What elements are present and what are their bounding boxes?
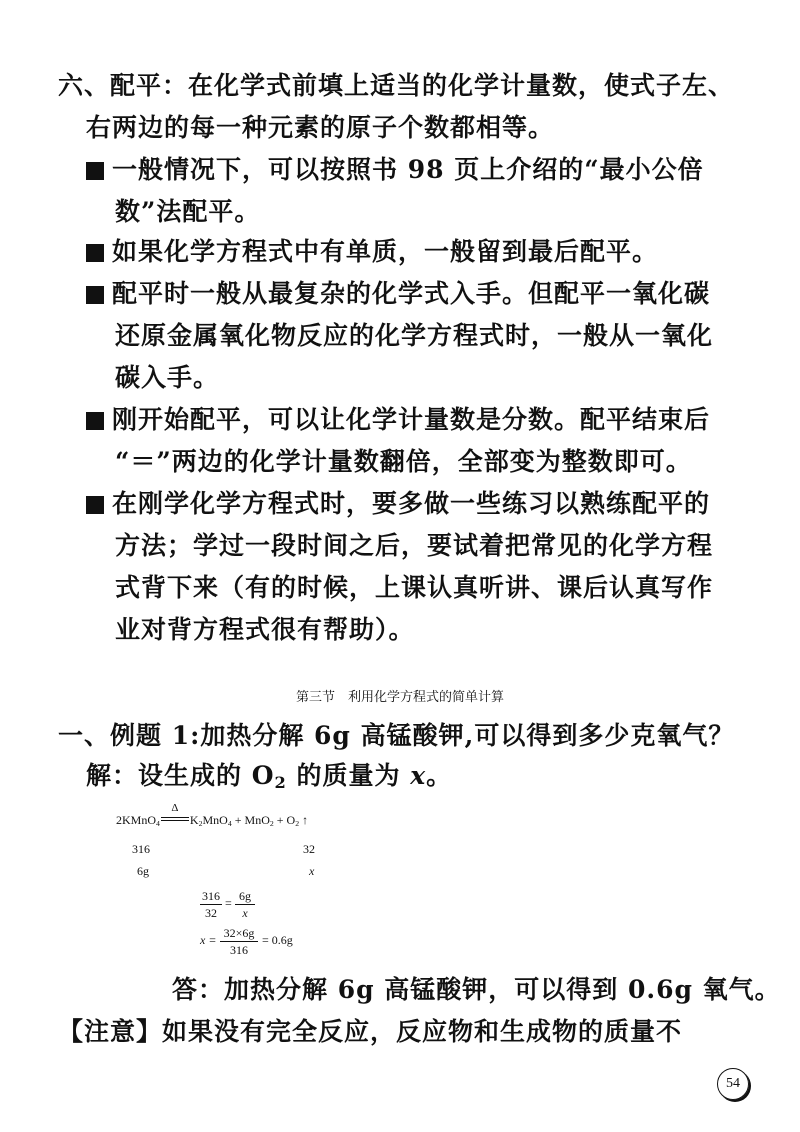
molar-mass-kmno4: 316 xyxy=(132,842,150,856)
page-number: 54 xyxy=(717,1068,749,1100)
solution-setup xyxy=(86,752,452,807)
bullet-text: 配平时一般从最复杂的化学式入手。但配平一氧化碳 xyxy=(112,279,711,308)
eq-product2: + MnO xyxy=(231,813,270,827)
eq-condition-arrow xyxy=(160,802,190,828)
bullet-text-continued: 式背下来（有的时候，上课认真听讲、课后认真写作 xyxy=(115,573,714,602)
square-bullet-icon xyxy=(86,286,104,304)
section-heading: 六、配平：在化学式前填上适当的化学计量数，使式子左、 xyxy=(58,71,735,100)
ratio-left-num: 316 xyxy=(202,889,220,903)
bullet-text-continued: 还原金属氧化物反应的化学方程式时，一般从一氧化 xyxy=(115,321,714,350)
ratio-right-fraction xyxy=(235,888,255,921)
eq-product1-sub2: 4 xyxy=(227,818,232,828)
bullet-item xyxy=(86,396,710,444)
solve-num: 32×6g xyxy=(223,926,255,940)
solve-rhs: = 0.6g xyxy=(262,933,293,947)
example-question: 一、例题 1:加热分解 6g 高锰酸钾,可以得到多少克氧气？ xyxy=(58,721,735,750)
ratio-left-fraction xyxy=(200,888,222,921)
eq-reactant-sub: 4 xyxy=(156,818,160,828)
solution-mid: 的质量为 xyxy=(286,761,411,790)
square-bullet-icon xyxy=(86,244,104,262)
eq-product2-sub: 2 xyxy=(269,818,274,828)
solution-prefix: 解：设生成的 O xyxy=(86,761,275,790)
ratio-right-den: x xyxy=(242,906,248,920)
solution-subscript: 2 xyxy=(274,773,287,793)
note-line: 【注意】如果没有完全反应，反应物和生成物的质量不 xyxy=(58,1017,683,1046)
eq-product3-sub: 2 xyxy=(295,818,300,828)
bullet-text: 如果化学方程式中有单质，一般留到最后配平。 xyxy=(112,237,659,266)
eq-product1-mid: MnO xyxy=(202,813,228,827)
solve-lhs: x = xyxy=(200,933,217,947)
eq-product1: K xyxy=(189,813,199,827)
eq-heat-symbol: Δ xyxy=(171,802,179,814)
bullet-text-continued: 方法；学过一段时间之后，要试着把常见的化学方程 xyxy=(115,531,714,560)
section-title: 第三节 利用化学方程式的简单计算 xyxy=(295,690,504,705)
square-bullet-icon xyxy=(86,412,104,430)
gas-arrow-icon: ↑ xyxy=(299,813,309,827)
solution-end: 。 xyxy=(426,761,453,790)
bullet-item xyxy=(86,146,704,194)
bullet-text: 刚开始配平，可以让化学计量数是分数。配平结束后 xyxy=(112,405,711,434)
section-heading-continued: 右两边的每一种元素的原子个数都相等。 xyxy=(86,113,555,142)
chemical-equation xyxy=(116,802,309,828)
solution-variable: x xyxy=(410,761,427,790)
bullet-item xyxy=(86,270,710,318)
solve-fraction xyxy=(220,925,258,958)
square-bullet-icon xyxy=(86,496,104,514)
bullet-item xyxy=(86,228,658,276)
molar-mass-o2: 32 xyxy=(303,842,315,856)
given-mass: 6g xyxy=(137,864,149,878)
bullet-text-continued: “＝”两边的化学计量数翻倍，全部变为整数即可。 xyxy=(115,447,692,476)
bullet-text-continued: 业对背方程式很有帮助）。 xyxy=(115,615,415,644)
answer-line: 答：加热分解 6g 高锰酸钾，可以得到 0.6g 氧气。 xyxy=(172,975,781,1004)
bullet-text-continued: 数”法配平。 xyxy=(115,197,261,226)
solve-den: 316 xyxy=(230,943,248,957)
unknown-mass: x xyxy=(309,864,315,878)
eq-product1-sub1: 2 xyxy=(198,818,203,828)
bullet-text: 在刚学化学方程式时，要多做一些练习以熟练配平的 xyxy=(112,489,711,518)
ratio-right-num: 6g xyxy=(239,889,251,903)
bullet-text: 一般情况下，可以按照书 98 页上介绍的“最小公倍 xyxy=(112,155,704,184)
bullet-item xyxy=(86,480,710,528)
square-bullet-icon xyxy=(86,162,104,180)
bullet-text-continued: 碳入手。 xyxy=(115,363,220,392)
ratio-left-den: 32 xyxy=(205,906,217,920)
eq-product3: + O xyxy=(273,813,296,827)
eq-reactant: 2KMnO xyxy=(116,813,157,827)
ratio-equals: = xyxy=(225,896,232,910)
